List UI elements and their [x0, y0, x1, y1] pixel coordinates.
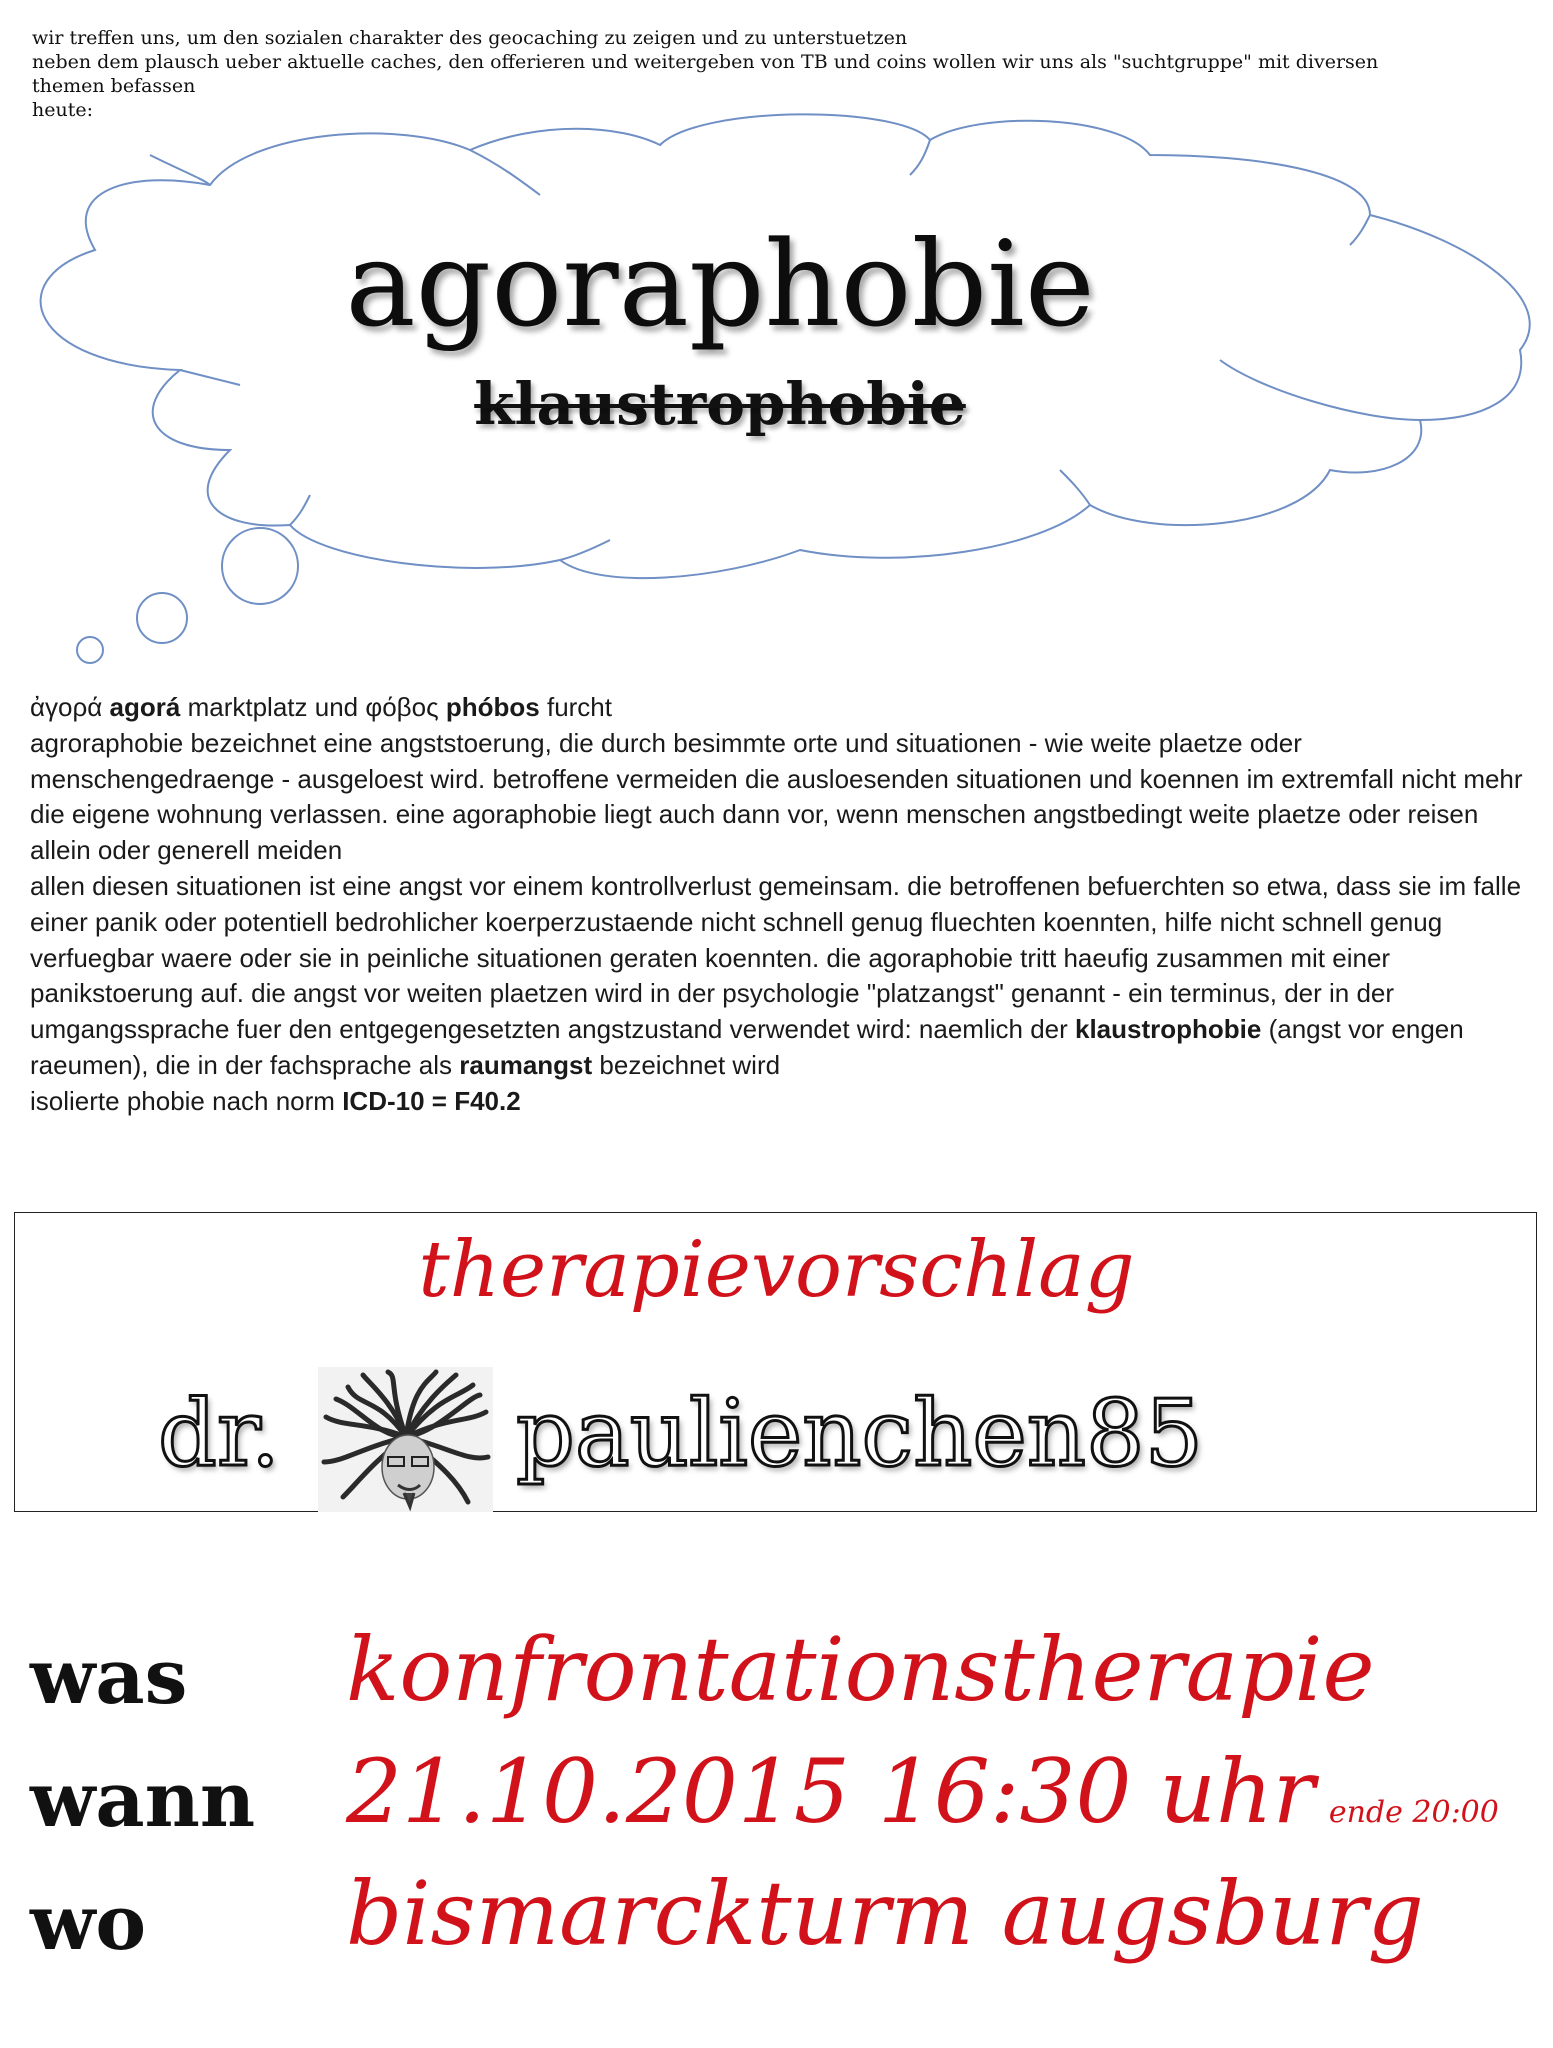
thought-bubble-large [222, 528, 298, 604]
was-label: was [30, 1632, 188, 1721]
intro-line: neben dem plausch ueber aktuelle caches, den offerieren und weitergeben von TB und coins wollen wir uns als "suchtgruppe" mit diversen [32, 51, 1379, 73]
wann-datetime: 21.10.2015 16:30 uhr [346, 1740, 1315, 1843]
paragraph: allen diesen situationen ist eine angst vor einem kontrollverlust gemeinsam. die betroffenen befuerchten so etwa, dass sie im falle einer panik oder potentiell bedrohlicher koerperzustaende nicht schnell genug fluechten koennten, hilfe nicht schnell genug verfuegbar waere oder sie in peinliche situationen geraten koennten. die agoraphobie tritt haeufig zusammen mit einer panikstoerung auf. die angst vor weiten plaetzen wird in der psychologie "platzangst" genannt - ein terminus, der in der umgangssprache fuer den entgegengesetzten angstzustand verwendet wird: naemlich der klaustrophobie (angst vor engen raeumen), die in der fachsprache als raumangst bezeichnet wird [30, 870, 1522, 1080]
cloud-title: agoraphobie [345, 215, 1095, 353]
cloud-strikethrough: klaustrophobie [474, 370, 966, 438]
definition-text [30, 690, 1530, 1120]
intro-line: wir treffen uns, um den sozialen charakter des geocaching zu zeigen und zu unterstuetzen [32, 27, 908, 49]
greek-word: φόβος [365, 692, 439, 722]
etymology-line [30, 690, 1530, 726]
greek-word: ἀγορά [30, 692, 103, 722]
doctor-name: paulienchen85 [516, 1380, 1204, 1487]
thought-bubble-small [77, 637, 103, 663]
doctor-row [0, 1365, 1553, 1515]
wo-value: bismarckturm augsburg [346, 1862, 1424, 1965]
was-value: konfrontationstherapie [346, 1618, 1375, 1721]
thought-bubble-medium [137, 593, 187, 643]
term: agorá [109, 692, 181, 722]
text: marktplatz und [187, 692, 359, 722]
term: phóbos [445, 692, 540, 722]
intro-line: heute: [32, 99, 93, 121]
wo-label: wo [30, 1878, 147, 1967]
wann-value [346, 1740, 1499, 1843]
intro-line: themen befassen [32, 75, 196, 97]
therapy-title: therapievorschlag [418, 1225, 1135, 1315]
wann-label: wann [30, 1755, 256, 1844]
text: furcht [546, 692, 612, 722]
paragraph: agroraphobie bezeichnet eine angststoerung, die durch besimmte orte und situationen - wie weite plaetze oder menschengedraenge - ausgeloest wird. betroffene vermeiden die ausloesenden situationen und koennen im extremfall nicht mehr die eigene wohnung verlassen. eine agoraphobie liegt auch dann vor, wenn menschen angstbedingt weite plaetze oder reisen allein oder generell meiden [30, 727, 1523, 866]
avatar [318, 1367, 493, 1512]
dr-prefix: dr. [158, 1380, 281, 1487]
paragraph: isolierte phobie nach norm ICD-10 = F40.2 [30, 1085, 521, 1116]
wann-end: ende 20:00 [1328, 1795, 1499, 1830]
